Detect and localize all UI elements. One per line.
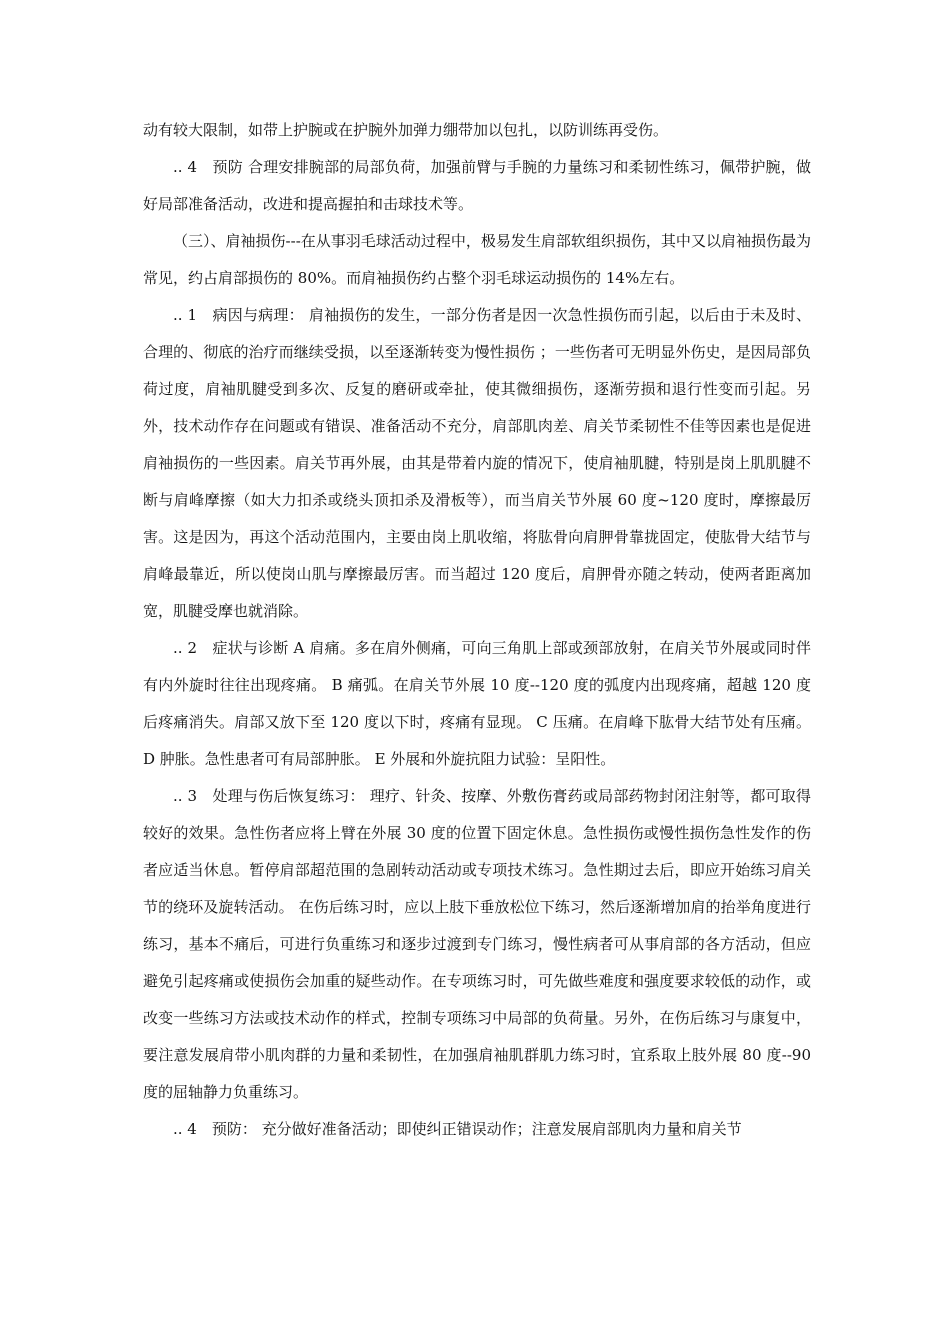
paragraph-cause-pathology: .. 1 病因与病理： 肩袖损伤的发生，一部分伤者是因一次急性损伤而引起，以后由于未及时、合理的、彻底的治疗而继续受损，以至逐渐转变为慢性损伤 ；一些伤者可无明显外伤史，是因局部负荷过度，肩袖肌腱受到多次、反复的磨研或牵扯，使其微细损伤，逐渐劳损和退行性变而引起。另外，技术动作存在问题或有错误、准备活动不充分，肩部肌肉差、肩关节柔韧性不佳等因素也是促进肩袖损伤的一些因素。肩关节再外展，由其是带着内旋的情况下，使肩袖肌腱，特别是岗上肌肌腱不断与肩峰摩擦（如大力扣杀或绕头顶扣杀及滑板等），而当肩关节外展 60 度~120 度时，摩擦最厉害。这是因为，再这个活动范围内，主要由岗上肌收缩，将肱骨向肩胛骨靠拢固定，使肱骨大结节与肩峰最靠近，所以使岗山肌与摩擦最厉害。而当超过 120 度后，肩胛骨亦随之转动，使两者距离加宽，肌腱受摩也就消除。	[143, 306, 811, 620]
document-body	[143, 112, 811, 1148]
paragraph-symptoms-diagnosis: .. 2 症状与诊断 A 肩痛。多在肩外侧痛，可向三角肌上部或颈部放射，在肩关节外展或同时伴有内外旋时往往出现疼痛。 B 痛弧。在肩关节外展 10 度--120 度的弧度内出现疼痛，超越 120 度后疼痛消失。肩部又放下至 120 度以下时，疼痛有显现。 C 压痛。在肩峰下肱骨大结节处有压痛。 D 肿胀。急性患者可有局部肿胀。 E 外展和外旋抗阻力试验：呈阳性。	[143, 639, 811, 768]
paragraph-treatment-recovery: .. 3 处理与伤后恢复练习： 理疗、针灸、按摩、外敷伤膏药或局部药物封闭注射等，都可取得较好的效果。急性伤者应将上臂在外展 30 度的位置下固定休息。急性损伤或慢性损伤急性发作的伤者应适当休息。暂停肩部超范围的急剧转动活动或专项技术练习。急性期过去后，即应开始练习肩关节的绕环及旋转活动。 在伤后练习时，应以上肢下垂放松位下练习，然后逐渐增加肩的抬举角度进行练习，基本不痛后，可进行负重练习和逐步过渡到专门练习，慢性病者可从事肩部的各方活动，但应避免引起疼痛或使损伤会加重的疑些动作。在专项练习时，可先做些难度和强度要求较低的动作，或改变一些练习方法或技术动作的样式，控制专项练习中局部的负荷量。另外，在伤后练习与康复中，要注意发展肩带小肌肉群的力量和柔韧性，在加强肩袖肌群肌力练习时，宜系取上肢外展 80 度--90 度的屈轴静力负重练习。	[143, 787, 811, 1101]
paragraph-prevention: .. 4 预防： 充分做好准备活动；即使纠正错误动作；注意发展肩部肌肉力量和肩关节	[173, 1120, 742, 1138]
paragraph-continuation: 动有较大限制，如带上护腕或在护腕外加弹力绷带加以包扎，以防训练再受伤。	[143, 121, 669, 139]
paragraph-wrist-prevention: .. 4 预防 合理安排腕部的局部负荷，加强前臂与手腕的力量练习和柔韧性练习，佩带护腕，做好局部准备活动，改进和提高握拍和击球技术等。	[143, 158, 811, 213]
paragraph-rotator-cuff-intro: （三）、肩袖损伤---在从事羽毛球活动过程中，极易发生肩部软组织损伤，其中又以肩袖损伤最为常见，约占肩部损伤的 80%。而肩袖损伤约占整个羽毛球运动损伤的 14%左右。	[143, 232, 811, 287]
